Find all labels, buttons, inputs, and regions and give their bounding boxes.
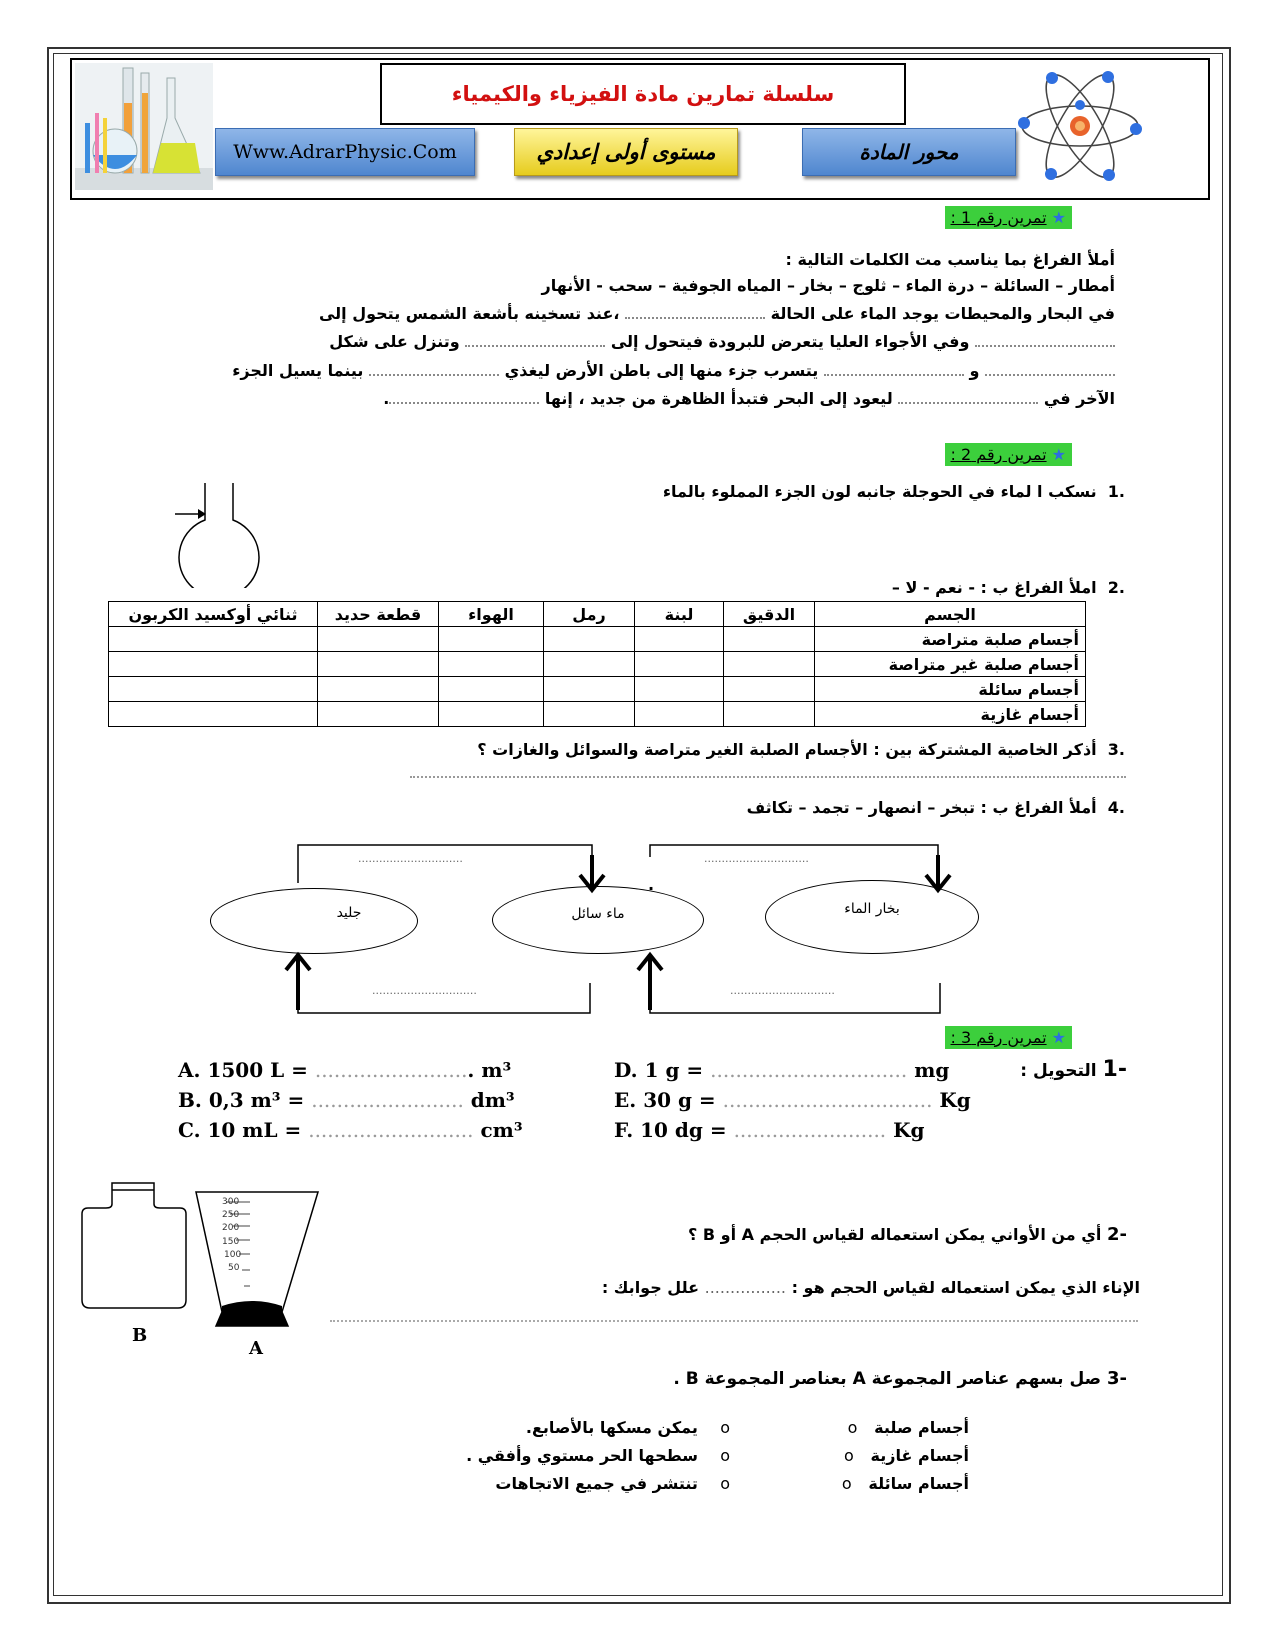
table-cell[interactable] [635, 652, 724, 677]
conversion-c: C. 10 mL = .......................... cm³ [178, 1118, 523, 1142]
star-icon: ★ [1051, 208, 1066, 227]
table-header: ثنائي أوكسيد الكربون [109, 602, 318, 627]
table-cell[interactable] [544, 627, 635, 652]
group-a-item[interactable]: أجسام صلبة o [847, 1418, 969, 1437]
lab-glassware-image [75, 63, 213, 190]
table-cell[interactable] [724, 627, 815, 652]
group-b-item[interactable]: o سطحها الحر مستوي وأفقي . [466, 1446, 730, 1465]
label-a: A [249, 1338, 263, 1359]
ex1-instruction: أملأ الفراغ بما يناسب مت الكلمات التالية : [785, 250, 1115, 269]
beaker-scale: 300 250 200 150 100 50 [222, 1197, 242, 1273]
ex3-q2: -2 أي من الأواني يمكن استعماله لقياس الحجم A أو B ؟ [688, 1224, 1127, 1245]
row-label: أجسام سائلة [815, 677, 1086, 702]
table-cell[interactable] [544, 652, 635, 677]
state-liquid-water: ماء سائل [492, 886, 704, 954]
table-cell[interactable] [109, 627, 318, 652]
ex2-q4: .4 أملأ الفراغ ب : تبخر – انصهار – تجمد – تكاثف [746, 798, 1125, 817]
group-b-item[interactable]: o يمكن مسكها بالأصابع. [525, 1418, 730, 1437]
table-cell[interactable] [724, 702, 815, 727]
table-cell[interactable] [318, 702, 439, 727]
state-ice: جليد [210, 888, 418, 954]
ex1-line-2: وفي الأجواء العليا يتعرض للبرودة فيتحول إلى وتنزل على شكل [329, 332, 1115, 351]
table-header: لبنة [635, 602, 724, 627]
blank-top-left[interactable]: .............................. [358, 852, 463, 865]
level-banner: مستوى أولى إعدادي [514, 128, 738, 176]
ex1-line-1: في البحار والمحيطات يوجد الماء على الحالة ،عند تسخينه بأشعة الشمس يتحول إلى [318, 304, 1115, 323]
topic-banner: محور المادة [802, 128, 1016, 176]
ex2-q3: .3 أذكر الخاصية المشتركة بين : الأجسام الصلبة الغير متراصة والسوائل والغازات ؟ [477, 740, 1125, 759]
table-header: قطعة حديد [318, 602, 439, 627]
table-cell[interactable] [635, 627, 724, 652]
table-cell[interactable] [635, 677, 724, 702]
exercise-3-title: ★ تمرين رقم 3 : [945, 1026, 1072, 1049]
table-cell[interactable] [318, 652, 439, 677]
graduated-beaker-a-drawing [188, 1188, 328, 1333]
conversion-e: E. 30 g = ................................. Kg [614, 1088, 971, 1112]
table-cell[interactable] [318, 677, 439, 702]
row-label: أجسام صلبة متراصة [815, 627, 1086, 652]
ex1-line-3: و يتسرب جزء منها إلى باطن الأرض ليغذي بينما يسيل الجزء [232, 361, 1115, 380]
conversion-b: B. 0,3 m³ = ........................ dm³ [178, 1088, 515, 1112]
table-cell[interactable] [318, 627, 439, 652]
star-icon: ★ [1051, 1028, 1066, 1047]
states-table [108, 601, 1086, 727]
conversion-f: F. 10 dg = ........................ Kg [614, 1118, 925, 1142]
row-label: أجسام غازية [815, 702, 1086, 727]
blank-bottom-right[interactable]: .............................. [730, 984, 835, 997]
table-header-row [109, 602, 1086, 627]
star-icon: ★ [1051, 445, 1066, 464]
atom-icon [1015, 65, 1145, 187]
ex3-q2-answer: الإناء الذي يمكن استعماله لقياس الحجم هو : ................ علل جوابك : [601, 1278, 1140, 1297]
blank-top-right[interactable]: .............................. [704, 852, 809, 865]
row-label: أجسام صلبة غير متراصة [815, 652, 1086, 677]
table-cell[interactable] [109, 677, 318, 702]
table-header: الهواء [439, 602, 544, 627]
table-row [109, 677, 1086, 702]
table-cell[interactable] [439, 702, 544, 727]
ex1-word-bank: أمطار – السائلة – درة الماء – ثلوج – بخار – المياه الجوفية – سحب - الأنهار [541, 276, 1115, 295]
ex3-q2-answer-line[interactable] [330, 1320, 1138, 1322]
bottle-b-drawing [78, 1178, 198, 1318]
table-cell[interactable] [544, 677, 635, 702]
table-cell[interactable] [109, 652, 318, 677]
ex2-q2: .2 املأ الفراغ ب : - نعم - لا – [891, 578, 1125, 597]
table-header: الجسم [815, 602, 1086, 627]
group-a-item[interactable]: أجسام غازية o [844, 1446, 969, 1465]
table-row [109, 702, 1086, 727]
exercise-1-title: ★ تمرين رقم 1 : [945, 206, 1072, 229]
blank-bottom-left[interactable]: .............................. [372, 984, 477, 997]
table-cell[interactable] [109, 702, 318, 727]
conversion-d: D. 1 g = ............................... mg [614, 1058, 950, 1082]
table-cell[interactable] [439, 627, 544, 652]
table-cell[interactable] [724, 652, 815, 677]
group-a-item[interactable]: أجسام سائلة o [841, 1474, 969, 1493]
table-row [109, 627, 1086, 652]
table-cell[interactable] [724, 677, 815, 702]
group-b-item[interactable]: o تنتشر في جميع الاتجاهات [495, 1474, 730, 1493]
table-cell[interactable] [439, 652, 544, 677]
conversion-a: A. 1500 L = ......................... m³ [178, 1058, 512, 1082]
ex1-line-4: الآخر في ليعود إلى البحر فتبدأ الظاهرة من جديد ، إنها . [383, 389, 1115, 408]
table-row [109, 652, 1086, 677]
ex3-q1: -1 التحويل : [1020, 1057, 1127, 1082]
table-cell[interactable] [544, 702, 635, 727]
table-cell[interactable] [439, 677, 544, 702]
table-cell[interactable] [635, 702, 724, 727]
table-header: رمل [544, 602, 635, 627]
round-flask-drawing [160, 478, 275, 588]
ex2-q1: .1 نسكب ا لماء في الحوجلة جانبه لون الجزء المملوء بالماء [662, 482, 1125, 501]
ex3-q3: -3 صل بسهم عناصر المجموعة A بعناصر المجموعة B . [673, 1368, 1127, 1389]
state-water-vapor: بخار الماء [765, 880, 979, 954]
worksheet-title: سلسلة تمارين مادة الفيزياء والكيمياء [380, 63, 906, 125]
stray-dot: . [648, 875, 655, 894]
exercise-2-title: ★ تمرين رقم 2 : [945, 443, 1072, 466]
table-header: الدقيق [724, 602, 815, 627]
website-banner: Www.AdrarPhysic.Com [215, 128, 475, 176]
ex2-q3-answer-line[interactable] [410, 776, 1126, 778]
label-b: B [132, 1325, 148, 1346]
